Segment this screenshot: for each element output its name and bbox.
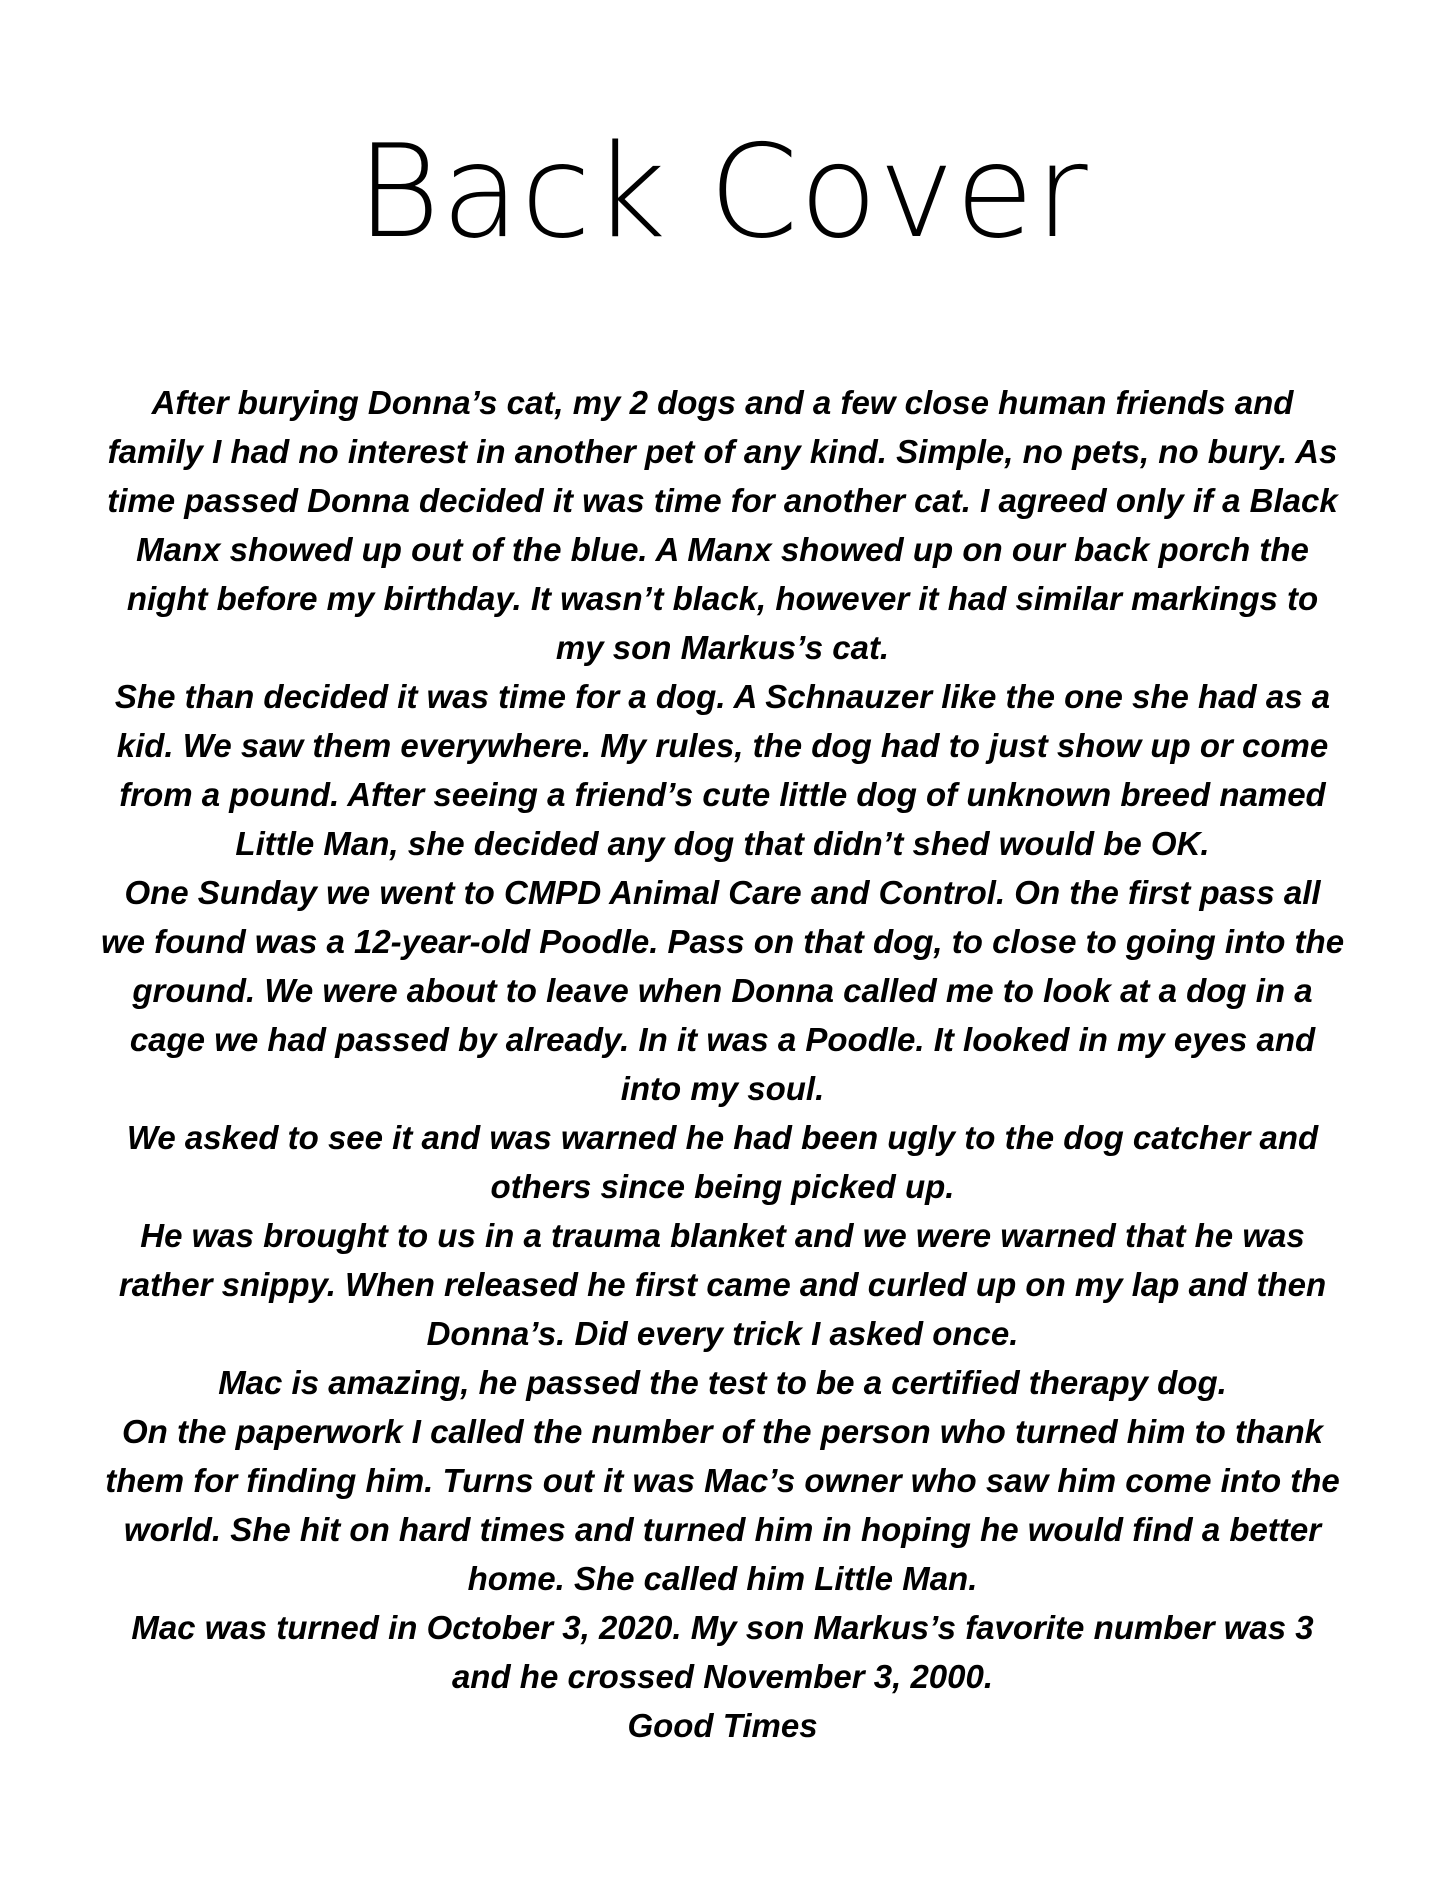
paragraph-therapy-dog: Mac is amazing, he passed the test to be a certified therapy dog. [218,1364,1227,1401]
back-cover-text [100,378,1345,1750]
closing-line: Good Times [627,1707,818,1744]
paragraph-animal-care: One Sunday we went to CMPD Animal Care and Control. On the first pass all we found was a 12-year-old Poodle. Pass on that dog, to close to going into the ground. We were about to leave when Donna called me to look at a dog in a cage we had passed by already. In it was a Poodle. It looked in my eyes and into my soul. [100,874,1345,1107]
paragraph-dates: Mac was turned in October 3, 2020. My son Markus’s favorite number was 3 and he crossed November 3, 2000. [131,1609,1314,1695]
page-title: Back Cover [356,118,1089,267]
paragraph-trauma-blanket: He was brought to us in a trauma blanket and we were warned that he was rather snippy. When released he first came and curled up on my lap and then Donna’s. Did every trick I asked once. [118,1217,1327,1352]
paragraph-bury: After burying Donna’s cat, my 2 dogs and a few close human friends and family I had no interest in another pet of any kind. Simple, no pets, no bury. As time passed Donna decided it was time for another cat. I agreed only if a Black Manx showed up out of the blue. A Manx showed up on our back porch the night before my birthday. It wasn’t black, however it had similar markings to my son Markus’s cat. [107,384,1338,666]
paragraph-warning: We asked to see it and was warned he had been ugly to the dog catcher and others since being picked up. [126,1119,1319,1205]
paragraph-paperwork: On the paperwork I called the number of the person who turned him to thank them for finding him. Turns out it was Mac’s owner who saw him come into the world. She hit on hard times and turned him in hoping he would find a better home. She called him Little Man. [105,1413,1340,1597]
paragraph-dog-decision: She than decided it was time for a dog. A Schnauzer like the one she had as a kid. We saw them everywhere. My rules, the dog had to just show up or come from a pound. After seeing a friend’s cute little dog of unknown breed named Little Man, she decided any dog that didn’t shed would be OK. [114,678,1331,862]
